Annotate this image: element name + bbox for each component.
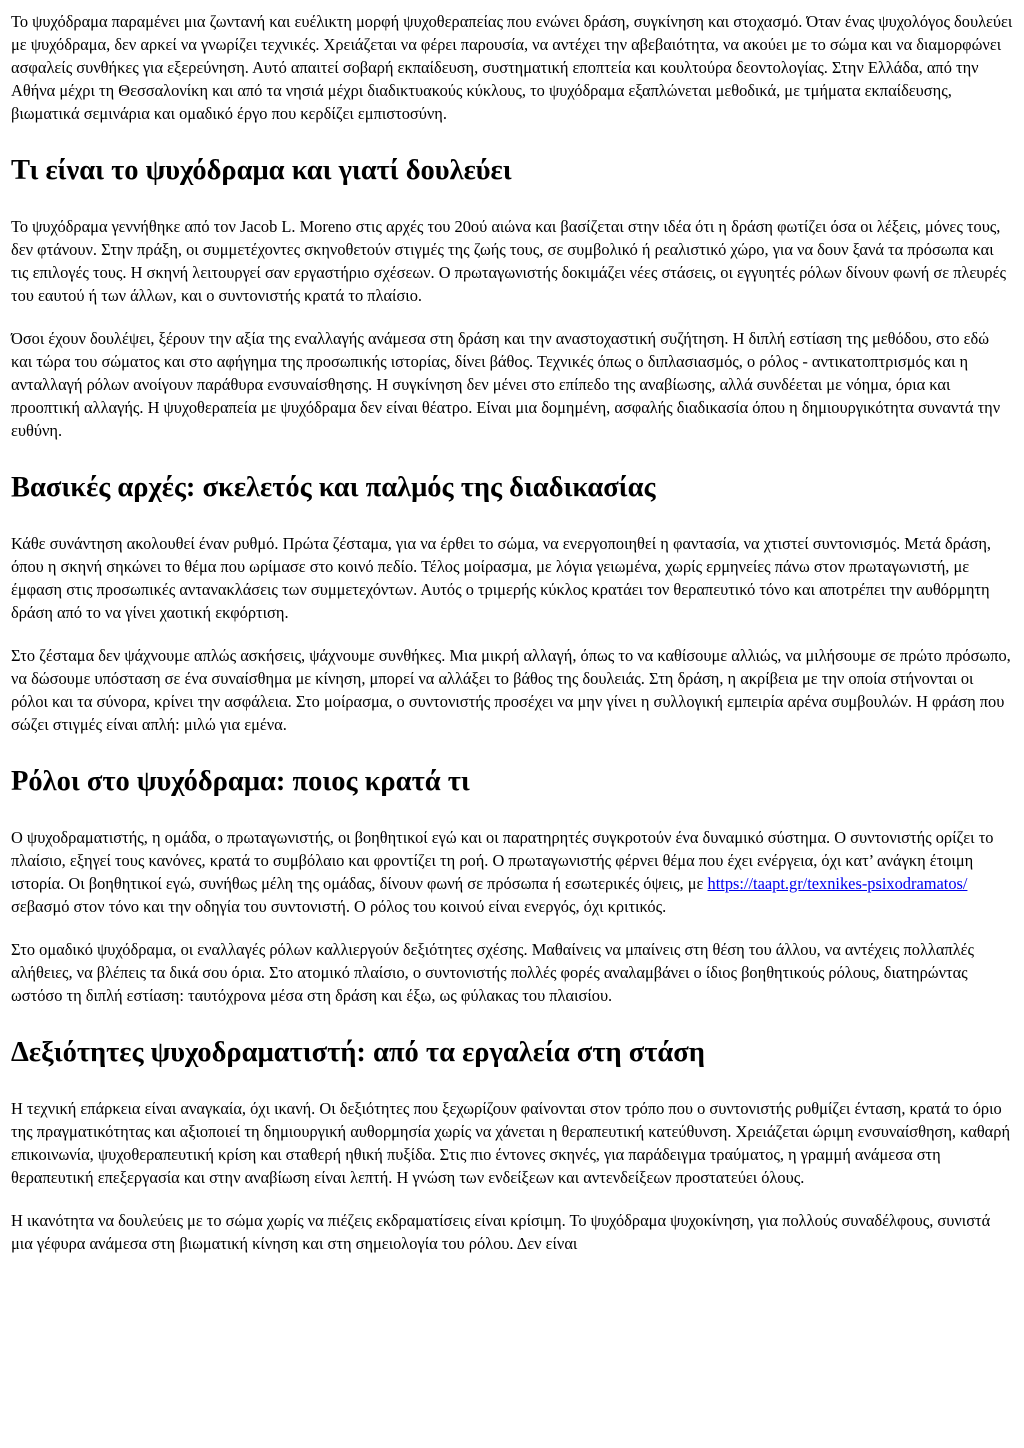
- paragraph-text-before-link: Ο ψυχοδραματιστής, η ομάδα, ο πρωταγωνιστής, οι βοηθητικοί εγώ και οι παρατηρητές συγκροτούν ένα δυναμικό σύστημα. Ο συντονιστής ορίζει το πλαίσιο, εξηγεί τους κανόνες, κρατά το συμβόλαιο και φροντίζει τη ροή. Ο πρωταγωνιστής φέρνει θέμα που έχει ενέργεια, όχι κατ’ ανάγκη έτοιμη ιστορία. Οι βοηθητικοί εγώ, συνήθως μέλη της ομάδας, δίνουν φωνή σε πρόσωπα ή εσωτερικές όψεις, με: [11, 828, 994, 893]
- paragraph: Το ψυχόδραμα γεννήθηκε από τον Jacob L. Moreno στις αρχές του 20ού αιώνα και βασίζεται στην ιδέα ότι η δράση φωτίζει όσα οι λέξεις, μόνες τους, δεν φτάνουν. Στην πράξη, οι συμμετέχοντες σκηνοθετούν στιγμές της ζωής τους, σε συμβολικό ή ρεαλιστικό χώρο, για να δουν ξανά τα πρόσωπα και τις επιλογές τους. Η σκηνή λειτουργεί σαν εργαστήριο σχέσεων. Ο πρωταγωνιστής δοκιμάζει νέες στάσεις, οι εγγυητές ρόλων δίνουν φωνή σε πλευρές του εαυτού ή των άλλων, και ο συντονιστής κρατά το πλαίσιο.: [11, 217, 1006, 305]
- section-heading-basic-principles: Βασικές αρχές: σκελετός και παλμός της διαδικασίας: [11, 472, 656, 503]
- paragraph: Στο ομαδικό ψυχόδραμα, οι εναλλαγές ρόλων καλλιεργούν δεξιότητες σχέσης. Μαθαίνεις να μπαίνεις στη θέση του άλλου, να αντέχεις πολλαπλές αλήθειες, να βλέπεις τα δικά σου όρια. Στο ατομικό πλαίσιο, ο συντονιστής πολλές φορές αναλαμβάνει ο ίδιος βοηθητικούς ρόλους, διατηρώντας ωστόσο τη διπλή εστίαση: ταυτόχρονα μέσα στη δράση και έξω, ως φύλακας του πλαισίου.: [11, 940, 975, 1005]
- paragraph: Στο ζέσταμα δεν ψάχνουμε απλώς ασκήσεις, ψάχνουμε συνθήκες. Μια μικρή αλλαγή, όπως το να καθίσουμε αλλιώς, να μιλήσουμε σε πρώτο πρόσωπο, να δώσουμε υπόσταση σε ένα συναίσθημα με κίνηση, μπορεί να αλλάξει το βάθος της δουλειάς. Στη δράση, η ακρίβεια με την οποία στήνονται οι ρόλοι και τα σύνορα, κρίνει την ασφάλεια. Στο μοίρασμα, ο συντονιστής προσέχει να μην γίνει η συλλογική εμπειρία αρένα συμβουλών. Η φράση που σώζει στιγμές είναι απλή: μιλώ για εμένα.: [11, 646, 1011, 734]
- psychodrama-techniques-link[interactable]: https://taapt.gr/texnikes-psixodramatos/: [707, 874, 968, 893]
- section-heading-skills: Δεξιότητες ψυχοδραματιστή: από τα εργαλεία στη στάση: [11, 1037, 705, 1068]
- paragraph: Κάθε συνάντηση ακολουθεί έναν ρυθμό. Πρώτα ζέσταμα, για να έρθει το σώμα, να ενεργοποιηθεί η φαντασία, να χτιστεί συντονισμός. Μετά δράση, όπου η σκηνή σηκώνει το θέμα που ωρίμασε στο κοινό πεδίο. Τέλος μοίρασμα, με λόγια γειωμένα, χωρίς ερμηνείες πάνω στον πρωταγωνιστή, με έμφαση στις προσωπικές αντανακλάσεις των συμμετεχόντων. Αυτός ο τριμερής κύκλος κρατάει τον θεραπευτικό τόνο και αποτρέπει την αυθόρμητη δράση από το να γίνει χαοτική εκφόρτιση.: [11, 534, 991, 622]
- paragraph: Όσοι έχουν δουλέψει, ξέρουν την αξία της εναλλαγής ανάμεσα στη δράση και την αναστοχαστική συζήτηση. Η διπλή εστίαση της μεθόδου, στο εδώ και τώρα του σώματος και στο αφήγημα της προσωπικής ιστορίας, δίνει βάθος. Τεχνικές όπως ο διπλασιασμός, ο ρόλος - αντικατοπτρισμός και η ανταλλαγή ρόλων ανοίγουν παράθυρα ενσυναίσθησης. Η συγκίνηση δεν μένει στο επίπεδο της αναβίωσης, αλλά συνδέεται με νόημα, όρια και προοπτική αλλαγής. Η ψυχοθεραπεία με ψυχόδραμα δεν είναι θέατρο. Είναι μια δομημένη, ασφαλής διαδικασία όπου η δημιουργικότητα συναντά την ευθύνη.: [11, 329, 1001, 440]
- paragraph: Η τεχνική επάρκεια είναι αναγκαία, όχι ικανή. Οι δεξιότητες που ξεχωρίζουν φαίνονται στον τρόπο που ο συντονιστής ρυθμίζει ένταση, κρατά το όριο της πραγματικότητας και αξιοποιεί τη δημιουργική αυθορμησία χωρίς να χάνεται η θεραπευτική κατεύθυνση. Χρειάζεται ώριμη ενσυναίσθηση, καθαρή επικοινωνία, ψυχοθεραπευτική κρίση και σταθερή ηθική πυξίδα. Στις πιο έντονες σκηνές, για παράδειγμα τραύματος, η γραμμή ανάμεσα στη θεραπευτική επεξεργασία και στην αναβίωση είναι λεπτή. Η γνώση των ενδείξεων και αντενδείξεων προστατεύει όλους.: [11, 1099, 1011, 1187]
- section-heading-roles: Ρόλοι στο ψυχόδραμα: ποιος κρατά τι: [11, 766, 470, 797]
- section-heading-what-is-psychodrama: Τι είναι το ψυχόδραμα και γιατί δουλεύει: [11, 155, 512, 186]
- paragraph: Η ικανότητα να δουλεύεις με το σώμα χωρίς να πιέζεις εκδραματίσεις είναι κρίσιμη. Το ψυχόδραμα ψυχοκίνηση, για πολλούς συναδέλφους, συνιστά μια γέφυρα ανάμεσα στη βιωματική κίνηση και στη σημειολογία του ρόλου. Δεν είναι: [11, 1211, 991, 1253]
- paragraph-text-after-link: σεβασμό στον τόνο και την οδηγία του συντονιστή. Ο ρόλος του κοινού είναι ενεργός, όχι κριτικός.: [11, 897, 667, 916]
- intro-paragraph: Το ψυχόδραμα παραμένει μια ζωντανή και ευέλικτη μορφή ψυχοθεραπείας που ενώνει δράση, συγκίνηση και στοχασμό. Όταν ένας ψυχολόγος δουλεύει με ψυχόδραμα, δεν αρκεί να γνωρίζει τεχνικές. Χρειάζεται να φέρει παρουσία, να αντέχει την αβεβαιότητα, να ακούει με το σώμα και να διαμορφώνει ασφαλείς συνθήκες για εξερεύνηση. Αυτό απαιτεί σοβαρή εκπαίδευση, συστηματική εποπτεία και κουλτούρα δεοντολογίας. Στην Ελλάδα, από την Αθήνα μέχρι τη Θεσσαλονίκη και από τα νησιά μέχρι διαδικτυακούς κύκλους, το ψυχόδραμα εξαπλώνεται μεθοδικά, με τμήματα εκπαίδευσης, βιωματικά σεμινάρια και ομαδικό έργο που κερδίζει εμπιστοσύνη.: [11, 12, 1013, 123]
- paragraph-with-link: [11, 826, 1014, 918]
